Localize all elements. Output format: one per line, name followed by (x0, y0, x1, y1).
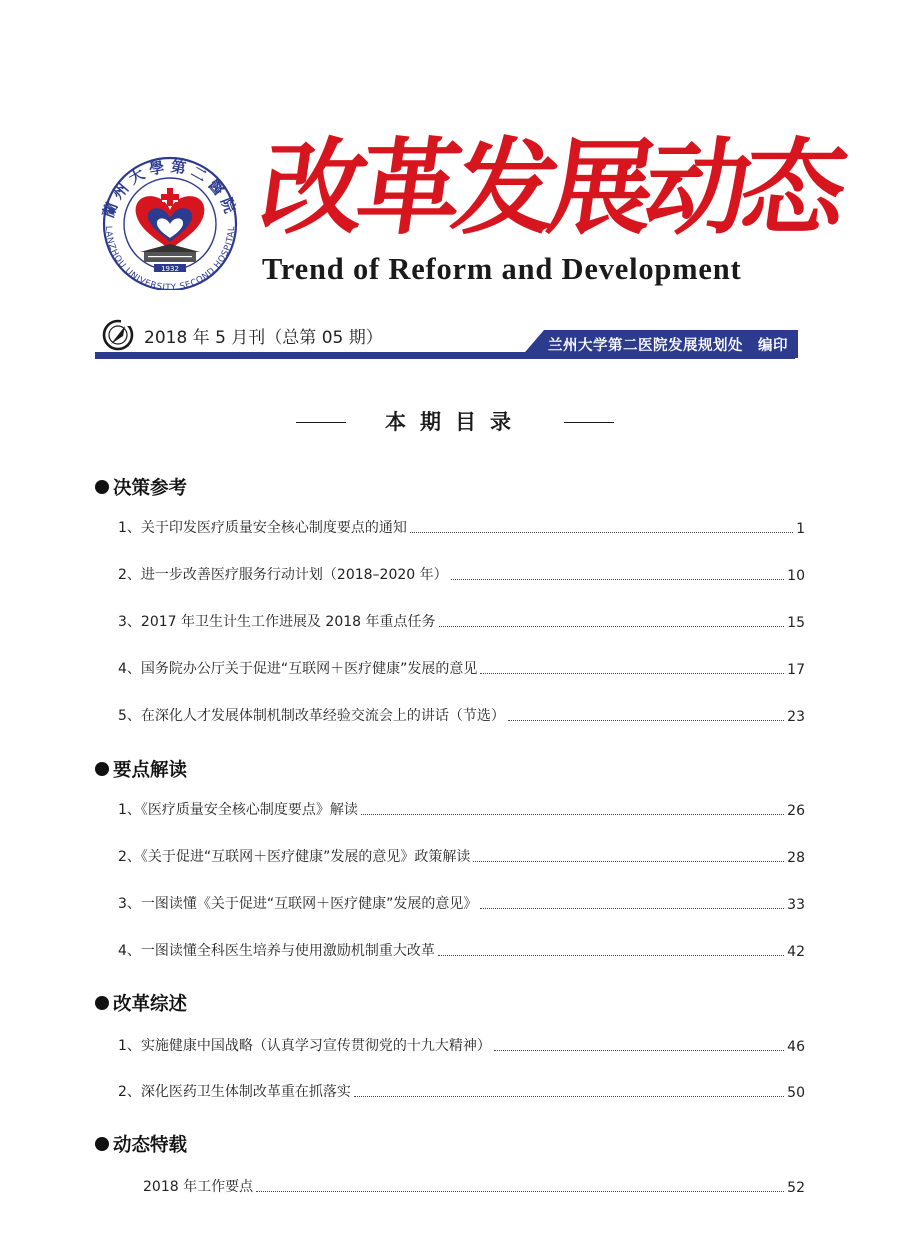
dot-leader (439, 626, 785, 627)
dot-leader (480, 673, 784, 674)
toc-entry[interactable] (118, 799, 805, 819)
toc-entry-title: 4、一图读懂全科医生培养与使用激励机制重大改革 (118, 943, 435, 959)
toc-heading-text: 本期目录 (385, 409, 525, 434)
dot-leader (451, 579, 785, 580)
toc-entry-title: 1、实施健康中国战略（认真学习宣传贯彻党的十九大精神） (118, 1038, 491, 1054)
toc-entry-page: 50 (787, 1085, 805, 1101)
toc-entry-title: 2、进一步改善医疗服务行动计划（2018–2020 年） (118, 567, 448, 583)
toc-entry-title: 3、一图读懂《关于促进“互联网＋医疗健康”发展的意见》 (118, 896, 478, 912)
toc-entry[interactable] (118, 658, 805, 678)
logo-ring-text-en: LANZHOU UNIVERSITY SECOND HOSPITAL (102, 225, 238, 290)
toc-entry[interactable] (118, 846, 805, 866)
toc-entry-title: 5、在深化人才发展体制机制改革经验交流会上的讲话（节选） (118, 708, 505, 724)
issue-label: 2018 年 5 月刊（总第 05 期） (144, 328, 383, 348)
toc-entry-page: 1 (796, 521, 805, 537)
dot-leader (256, 1191, 784, 1192)
toc-entry-page: 28 (787, 850, 805, 866)
toc-entry[interactable] (118, 611, 805, 631)
toc-entry-page: 46 (787, 1039, 805, 1055)
heading-rule-right (564, 422, 614, 423)
section-title-text: 改革综述 (113, 994, 188, 1015)
dot-leader (438, 955, 784, 956)
toc-entry[interactable] (143, 1176, 805, 1196)
toc-entry-page: 33 (787, 897, 805, 913)
toc-entry[interactable] (118, 705, 805, 725)
section-title-text: 要点解读 (113, 760, 188, 781)
toc-entry[interactable] (118, 940, 805, 960)
toc-entry-title: 1、关于印发医疗质量安全核心制度要点的通知 (118, 520, 407, 536)
toc-heading (296, 406, 614, 438)
dot-leader (410, 532, 793, 533)
publisher-label: 兰州大学第二医院发展规划处 编印 (548, 338, 788, 354)
heading-rule-left (296, 422, 346, 423)
bullet-icon (95, 762, 109, 776)
toc-entry[interactable] (118, 1035, 805, 1055)
section-title (95, 990, 187, 1016)
section-title-text: 动态特载 (113, 1135, 188, 1156)
toc-entry-title: 1、《医疗质量安全核心制度要点》解读 (118, 802, 358, 818)
logo-ring-text-cn: 蘭州大學第二醫院 (99, 157, 241, 221)
toc-entry-title: 2、深化医药卫生体制改革重在抓落实 (118, 1084, 351, 1100)
toc-entry-title: 2、《关于促进“互联网＋医疗健康”发展的意见》政策解读 (118, 849, 471, 865)
bullet-icon (95, 1137, 109, 1151)
toc-entry-page: 26 (787, 803, 805, 819)
toc-entry-page: 17 (787, 662, 805, 678)
section-title (95, 756, 187, 782)
hospital-logo (92, 152, 248, 290)
dot-leader (494, 1050, 784, 1051)
masthead-title-en: Trend of Reform and Development (262, 252, 742, 286)
dot-leader (480, 908, 784, 909)
dot-leader (473, 861, 784, 862)
bullet-icon (95, 996, 109, 1010)
toc-entry-page: 10 (787, 568, 805, 584)
logo-year: 1932 (161, 265, 179, 273)
toc-entry-page: 42 (787, 944, 805, 960)
toc-entry-title: 3、2017 年卫生计生工作进展及 2018 年重点任务 (118, 614, 436, 630)
toc-entry[interactable] (118, 564, 805, 584)
section-title (95, 1131, 187, 1157)
toc-entry[interactable] (118, 517, 805, 537)
dot-leader (508, 720, 784, 721)
dot-leader (354, 1096, 784, 1097)
toc-entry[interactable] (118, 1081, 805, 1101)
toc-entry-page: 15 (787, 615, 805, 631)
toc-entry-title: 4、国务院办公厅关于促进“互联网＋医疗健康”发展的意见 (118, 661, 478, 677)
section-title-text: 决策参考 (113, 478, 188, 499)
section-title (95, 474, 187, 500)
toc-entry-title: 2018 年工作要点 (143, 1179, 254, 1195)
masthead-title-cn: 改革发展动态 (253, 126, 847, 249)
toc-entry-page: 23 (787, 709, 805, 725)
toc-entry[interactable] (118, 893, 805, 913)
compass-pen-icon (101, 318, 135, 352)
dot-leader (361, 814, 784, 815)
toc-entry-page: 52 (787, 1180, 805, 1196)
bullet-icon (95, 480, 109, 494)
